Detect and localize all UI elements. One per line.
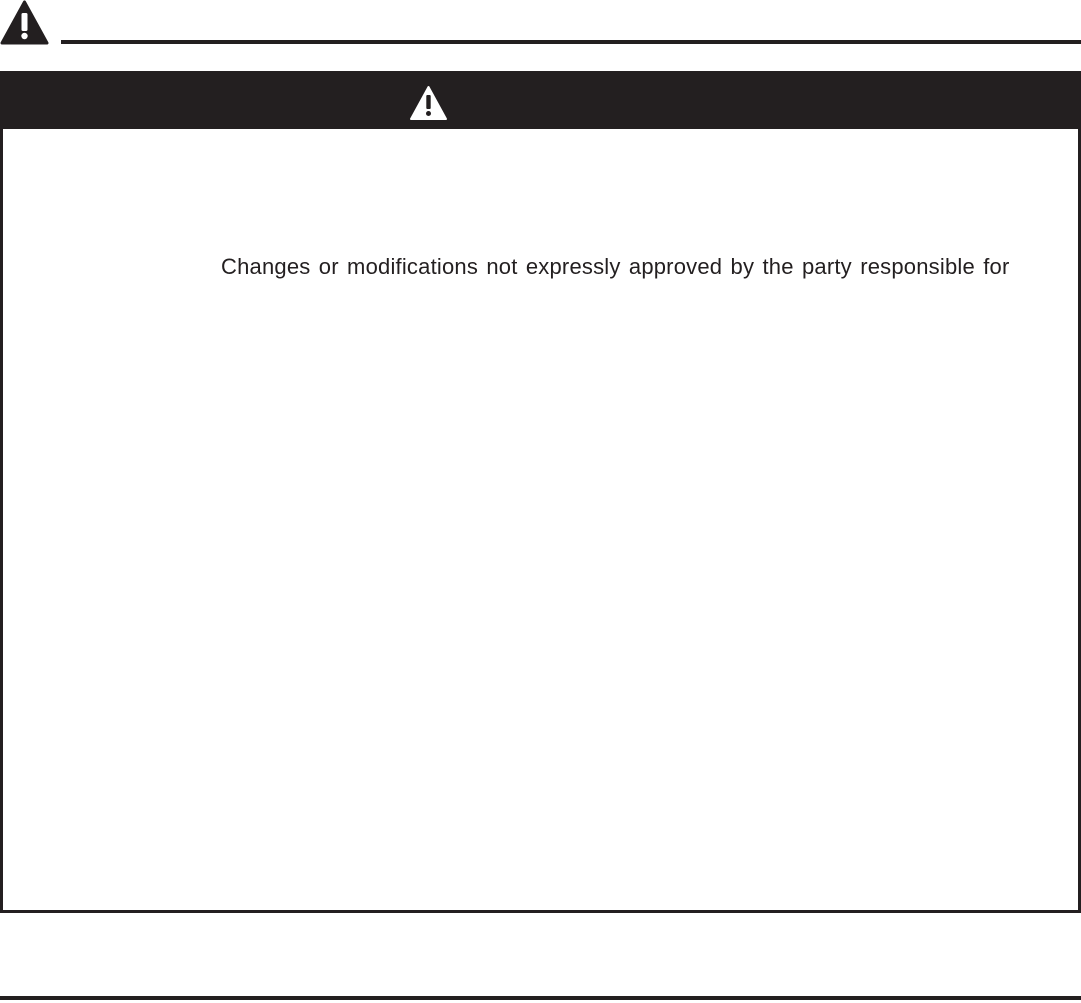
warning-triangle-icon bbox=[0, 0, 49, 45]
warning-triangle-icon bbox=[409, 85, 448, 121]
page-bottom-rule bbox=[0, 996, 1081, 1000]
warning-text: Changes or modifications not expressly approved by the party responsible for bbox=[221, 254, 1010, 279]
warning-box bbox=[0, 71, 1081, 913]
section-heading-rule bbox=[61, 40, 1081, 44]
warning-header-bar bbox=[3, 74, 1078, 129]
